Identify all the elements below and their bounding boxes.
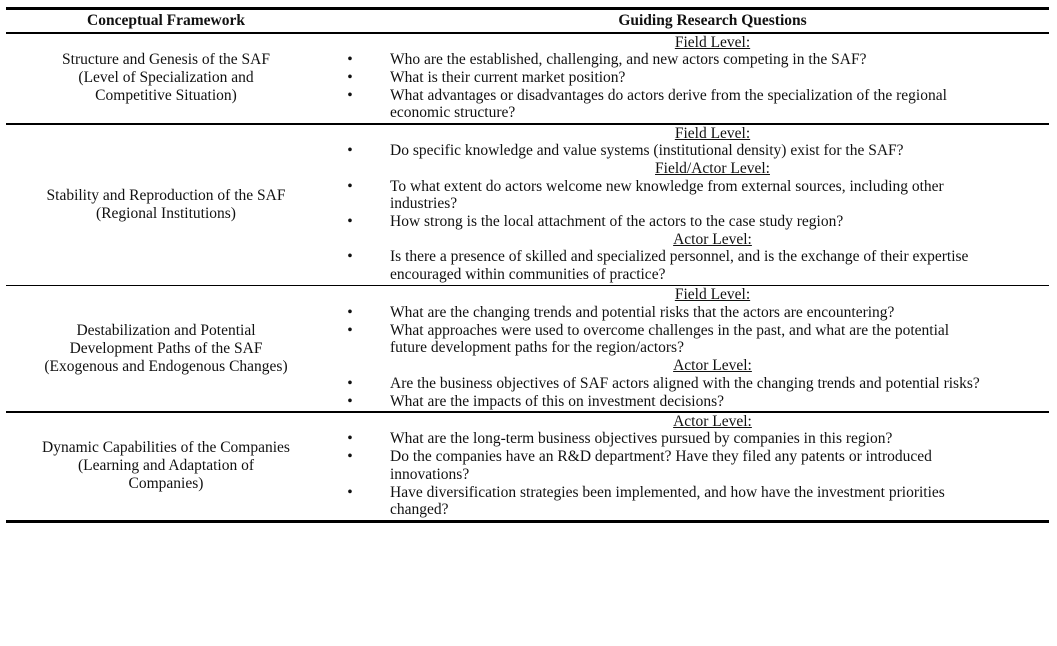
framework-line: Competitive Situation) <box>95 87 237 105</box>
question-text: Do specific knowledge and value systems (institutional density) exist for the SAF? <box>390 142 904 160</box>
question-item <box>326 448 1049 483</box>
framework-line: Development Paths of the SAF <box>69 339 263 357</box>
bullet-icon: • <box>347 392 353 410</box>
header-conceptual-framework: Conceptual Framework <box>87 12 245 29</box>
framework-cell <box>6 34 326 124</box>
framework-line: (Level of Specialization and <box>78 69 254 87</box>
bullet-icon: • <box>347 374 353 392</box>
framework-line: (Regional Institutions) <box>96 204 236 222</box>
framework-line: (Learning and Adaptation of <box>77 457 255 475</box>
table-bottom-rule <box>6 520 1049 523</box>
question-text: What are the impacts of this on investment decisions? <box>390 392 725 410</box>
table-row <box>6 286 1049 411</box>
question-item <box>326 51 1049 69</box>
bullet-icon: • <box>347 51 353 69</box>
level-heading: Field/Actor Level: <box>655 159 770 177</box>
bullet-icon: • <box>347 86 353 104</box>
framework-line: Stability and Reproduction of the SAF <box>46 186 286 204</box>
bullet-icon: • <box>347 448 353 466</box>
question-item <box>326 484 1049 519</box>
question-text: Have diversification strategies been implemented, and how have the investment priorities changed? <box>390 483 945 519</box>
question-text: What advantages or disadvantages do actors derive from the specialization of the regional economic structure? <box>390 86 947 122</box>
bullet-icon: • <box>347 177 353 195</box>
level-heading: Field Level: <box>674 33 751 51</box>
question-text: Who are the established, challenging, and new actors competing in the SAF? <box>390 51 867 69</box>
bullet-icon: • <box>347 304 353 322</box>
bullet-icon: • <box>347 142 353 160</box>
question-text: Is there a presence of skilled and specialized personnel, and is the exchange of their expertise encouraged within communities of practice? <box>390 248 969 284</box>
question-text: To what extent do actors welcome new knowledge from external sources, including other industries? <box>390 177 944 213</box>
question-item <box>326 393 1049 411</box>
framework-description <box>47 187 286 223</box>
bullet-icon: • <box>347 213 353 231</box>
questions-cell <box>326 34 1049 124</box>
question-item <box>326 248 1049 283</box>
research-framework-table <box>6 7 1049 523</box>
framework-cell <box>6 286 326 411</box>
framework-cell <box>6 125 326 285</box>
header-guiding-questions: Guiding Research Questions <box>618 12 807 29</box>
framework-line: Structure and Genesis of the SAF <box>62 51 270 69</box>
framework-line: Companies) <box>128 475 204 493</box>
level-heading: Actor Level: <box>673 412 752 430</box>
framework-line: (Exogenous and Endogenous Changes) <box>44 357 288 375</box>
framework-line: Destabilization and Potential <box>76 321 256 339</box>
questions-cell <box>326 125 1049 285</box>
question-text: What are the long-term business objectives pursued by companies in this region? <box>390 430 893 448</box>
questions-cell <box>326 413 1049 520</box>
bullet-icon: • <box>347 321 353 339</box>
framework-line: Dynamic Capabilities of the Companies <box>42 439 290 457</box>
question-item <box>326 213 1049 231</box>
bullet-icon: • <box>347 68 353 86</box>
question-text: Do the companies have an R&D department? Have they filed any patents or introduced innovations? <box>390 448 932 483</box>
framework-description <box>42 439 290 493</box>
table-header-row <box>6 10 1049 32</box>
question-text: Are the business objectives of SAF actors aligned with the changing trends and potential risks? <box>390 374 980 392</box>
question-item <box>326 178 1049 213</box>
question-item <box>326 430 1049 448</box>
question-item <box>326 87 1049 122</box>
question-text: What approaches were used to overcome challenges in the past, and what are the potential future development paths for the region/actors? <box>390 321 950 357</box>
level-heading: Field Level: <box>674 124 751 142</box>
question-item <box>326 322 1049 357</box>
question-text: What are the changing trends and potential risks that the actors are encountering? <box>390 304 895 322</box>
table-row <box>6 34 1049 124</box>
table-row <box>6 413 1049 520</box>
question-text: How strong is the local attachment of the actors to the case study region? <box>390 213 844 231</box>
framework-description <box>44 322 287 376</box>
level-heading: Actor Level: <box>673 230 752 248</box>
table-body <box>6 34 1049 523</box>
question-item <box>326 304 1049 322</box>
questions-cell <box>326 286 1049 411</box>
table-row <box>6 125 1049 285</box>
bullet-icon: • <box>347 248 353 266</box>
question-item <box>326 375 1049 393</box>
framework-description <box>62 51 270 105</box>
question-item <box>326 142 1049 160</box>
question-item <box>326 69 1049 87</box>
bullet-icon: • <box>347 430 353 448</box>
question-text: What is their current market position? <box>390 68 626 86</box>
level-heading: Actor Level: <box>673 357 752 375</box>
level-heading: Field Level: <box>674 286 751 304</box>
bullet-icon: • <box>347 483 353 501</box>
framework-cell <box>6 413 326 520</box>
